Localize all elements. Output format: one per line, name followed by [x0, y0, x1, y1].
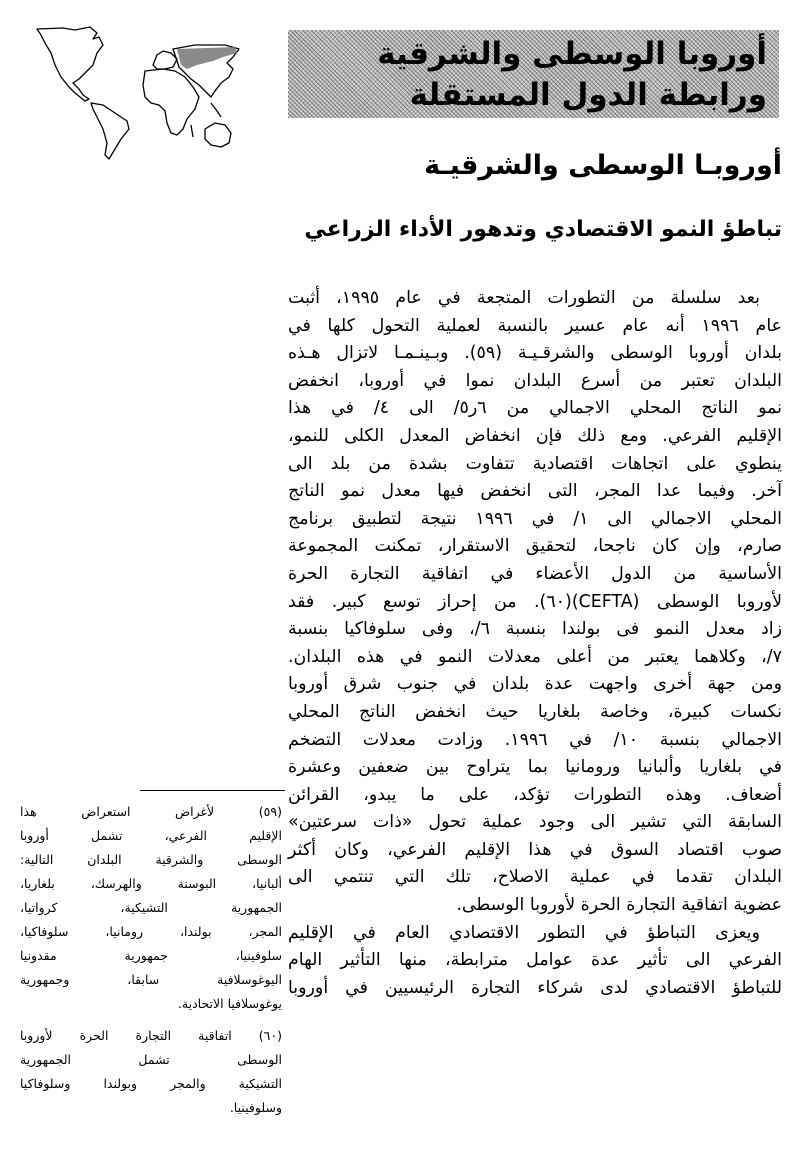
section-heading: أوروبـا الوسطى والشرقيـة — [424, 150, 782, 181]
body-line: ينطوي على اتجاهات اقتصادية تتفاوت بشدة من بلد الى — [288, 453, 782, 474]
footnote-line: ألبانيا، البوسنة والهرسك، بلغاريا، — [20, 876, 282, 891]
body-line: لأوروبا الوسطى (CEFTA)(٦٠). من إحراز توسع كبير. فقد — [288, 591, 783, 612]
body-line: صارم، وإن كان ناجحا، لتحقيق الاستقرار، تمكنت المجموعة — [288, 536, 782, 557]
north-america-outline — [37, 27, 103, 101]
body-line: الفرعي الى تأثير عدة عوامل مترابطة، منها التأثير الهام — [288, 950, 782, 971]
body-line: البلدان تعتبر من أسرع البلدان نموا في أوروبا، انخفض — [288, 370, 782, 391]
footnote-divider — [140, 790, 285, 791]
body-line: المحلي الاجمالي الى ١/ في ١٩٩٦ نتيجة لتطبيق برنامج — [288, 508, 782, 529]
body-line: الأساسية من الدول الأعضاء في اتفاقية التجارة الحرة — [288, 563, 782, 584]
body-line: زاد معدل النمو فى بولندا بنسبة ٦/، وفى سلوفاكيا بنسبة — [288, 619, 782, 640]
body-line: نكسات كبيرة، وخاصة بلغاريا حيث انخفض الناتج المحلي — [288, 701, 782, 722]
footnote-line: التشيكية والمجر وبولندا وسلوفاكيا — [20, 1076, 282, 1091]
highlighted-region — [177, 47, 237, 69]
body-line: عضوية اتفاقية التجارة الحرة لأوروبا الوسطى. — [456, 895, 782, 916]
footnote-line: المجر، بولندا، رومانيا، سلوفاكيا، — [20, 924, 282, 939]
body-line: الاجمالي بنسبة ١٠/ في ١٩٩٦. وزادت معدلات التضخم — [288, 729, 782, 750]
body-line: ويعزى التباطؤ في التطور الاقتصادي العام في الإقليم — [288, 922, 760, 943]
section-subheading: تباطؤ النمو الاقتصادي وتدهور الأداء الزراعي — [304, 217, 782, 242]
australia-outline — [205, 123, 231, 147]
europe-outline — [153, 51, 177, 69]
footnote-line: (٥٩) لأغراض استعراض هذا — [20, 804, 282, 819]
footnote-line: وسلوفينيا. — [229, 1100, 282, 1115]
footnote-60 — [20, 1024, 282, 1120]
body-line: بلدان أوروبا الوسطى والشرقـيـة (٥٩). وبـينـمـا لاتزال هـذه — [288, 343, 782, 364]
footnote-line: سلوفينيا، جمهورية مقدونيا — [20, 948, 282, 963]
body-line: ومن جهة أخرى واجهت عدة بلدان في جنوب شرق أوروبا — [288, 674, 782, 695]
body-line: بعد سلسلة من التطورات المتجعة في عام ١٩٩٥، أثبت — [288, 288, 760, 308]
footnotes — [20, 800, 282, 1128]
body-line: أضعاف. وهذه التطورات تؤكد، على ما يبدو، القرائن — [288, 784, 782, 805]
body-text — [288, 285, 782, 1002]
body-line: آخر. وفيما عدا المجر، التى انخفض فيها معدل نمو الناتج — [288, 481, 782, 502]
body-line: نمو الناتج المحلي الاجمالي من ٦ر٥/ الى ٤/ في هذا — [288, 398, 783, 419]
body-line: في بلغاريا وألبانيا ورومانيا بما يتراوح بين ضعفين وعشرة — [288, 757, 782, 778]
chapter-title-line-2: ورابطة الدول المستقلة — [409, 77, 767, 113]
footnote-line: الوسطى تشمل الجمهورية — [20, 1052, 282, 1067]
footnote-line: الإقليم الفرعي، تشمل أوروبا — [20, 828, 282, 843]
footnote-line: (٦٠) اتفاقية التجارة الحرة لأوروبا — [20, 1028, 282, 1043]
chapter-title-line-1: أوروبا الوسطى والشرقية — [377, 36, 767, 72]
footnote-line: الوسطى والشرقية البلدان التالية: — [20, 852, 282, 867]
world-map-icon — [35, 25, 240, 160]
body-line: عام ١٩٩٦ أنه عام عسير بالنسبة لعملية التحول كلها في — [288, 315, 782, 336]
body-line: صوب اقتصاد السوق في هذا الإقليم الفرعي، وكان أكثر — [288, 839, 782, 860]
body-line: ٧/، وكلاهما يعتبر من أعلى معدلات النمو في هذه البلدان. — [288, 646, 782, 667]
footnote-59 — [20, 800, 282, 1016]
body-line: البلدان تقدما في عملية الاصلاح، تلك التي تنتمي الى — [288, 867, 782, 888]
footnote-line: اليوغوسلافية سابقا، وجمهورية — [20, 972, 282, 987]
south-america-outline — [91, 103, 129, 159]
body-line: السابقة التي تشير الى وجود عملية تحول «ذات سرعتين» — [288, 812, 782, 833]
footnote-line: الجمهورية التشيكية، كرواتيا، — [20, 900, 282, 915]
chapter-title-box — [288, 30, 779, 118]
body-line: الإقليم الفرعي. ومع ذلك فإن انخفاض المعدل الكلى للنمو، — [288, 425, 782, 446]
footnote-line: يوغوسلافيا الاتحادية. — [177, 996, 282, 1011]
body-line: للتباطؤ الاقتصادي لدى شركاء التجارة الرئيسيين في أوروبا — [288, 977, 782, 998]
